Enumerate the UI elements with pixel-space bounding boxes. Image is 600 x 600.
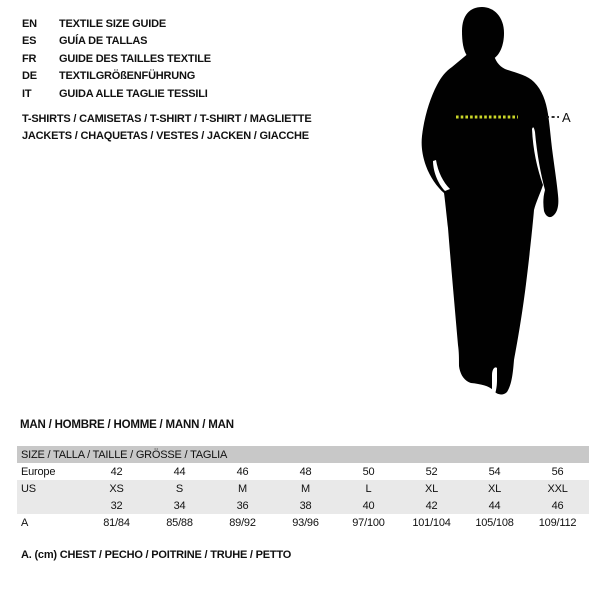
language-label: GUIDE DES TAILLES TEXTILE [59,52,211,65]
size-value: 44 [463,497,526,514]
size-value: 89/92 [229,516,256,529]
size-value: 56 [551,465,564,478]
table-row-us-numbers [17,497,589,514]
size-value: XL [463,480,526,497]
size-table-header-row [17,446,589,463]
language-code: IT [22,87,32,100]
language-row-de [22,68,211,86]
size-value: 93/96 [292,516,319,529]
language-label: TEXTILGRÖßENFÜHRUNG [59,70,196,83]
size-value: 46 [236,465,249,478]
size-value: XXL [526,480,589,497]
table-row-chest-a [17,514,589,531]
size-value: 81/84 [103,516,130,529]
language-code: ES [22,35,37,48]
size-value: 42 [110,465,123,478]
size-value: L [337,480,400,497]
size-value: 32 [85,497,148,514]
size-value: 36 [211,497,274,514]
garment-categories [22,110,311,145]
row-label-europe: Europe [21,465,56,478]
size-value: 48 [299,465,312,478]
row-label-us: US [17,480,85,497]
language-label: TEXTILE SIZE GUIDE [59,17,167,30]
language-code: DE [22,70,37,83]
row-label-a: A [21,516,29,529]
size-value: M [274,480,337,497]
table-row-europe [17,463,589,480]
size-value: M [211,480,274,497]
row-label-empty [17,497,85,514]
measure-label-a: A [562,110,571,125]
category-jackets: JACKETS / CHAQUETAS / VESTES / JACKEN / GIACCHE [22,130,309,143]
size-value: 46 [526,497,589,514]
size-value: XS [85,480,148,497]
language-row-it [22,85,211,103]
language-guide-list [22,15,211,103]
size-value: 54 [488,465,501,478]
size-value: XL [400,480,463,497]
size-value: S [148,480,211,497]
size-value: 44 [173,465,186,478]
language-code: EN [22,17,37,30]
size-value: 109/112 [538,516,577,529]
measurement-footnote: A. (cm) CHEST / PECHO / POITRINE / TRUHE / PETTO [21,549,292,561]
language-row-fr [22,50,211,68]
man-silhouette-figure [408,5,580,397]
size-value: 97/100 [352,516,385,529]
language-label: GUIDA ALLE TAGLIE TESSILI [59,87,208,100]
size-value: 34 [148,497,211,514]
size-value: 105/108 [475,516,514,529]
man-body [422,52,559,394]
size-value: 38 [274,497,337,514]
section-title-man: MAN / HOMBRE / HOMME / MANN / MAN [20,419,234,431]
size-table-header: SIZE / TALLA / TAILLE / GRÖSSE / TAGLIA [17,446,589,463]
size-value: 42 [400,497,463,514]
size-table [17,446,589,531]
category-tshirts: T-SHIRTS / CAMISETAS / T-SHIRT / T-SHIRT / MAGLIETTE [22,112,312,125]
language-row-es [22,33,211,51]
table-row-us-letters [17,480,589,497]
size-value: 40 [337,497,400,514]
language-label: GUÍA DE TALLAS [59,35,148,48]
size-value: 85/88 [166,516,193,529]
language-row-en [22,15,211,33]
size-value: 50 [362,465,375,478]
size-value: 52 [425,465,438,478]
size-value: 101/104 [412,516,451,529]
language-code: FR [22,52,37,65]
